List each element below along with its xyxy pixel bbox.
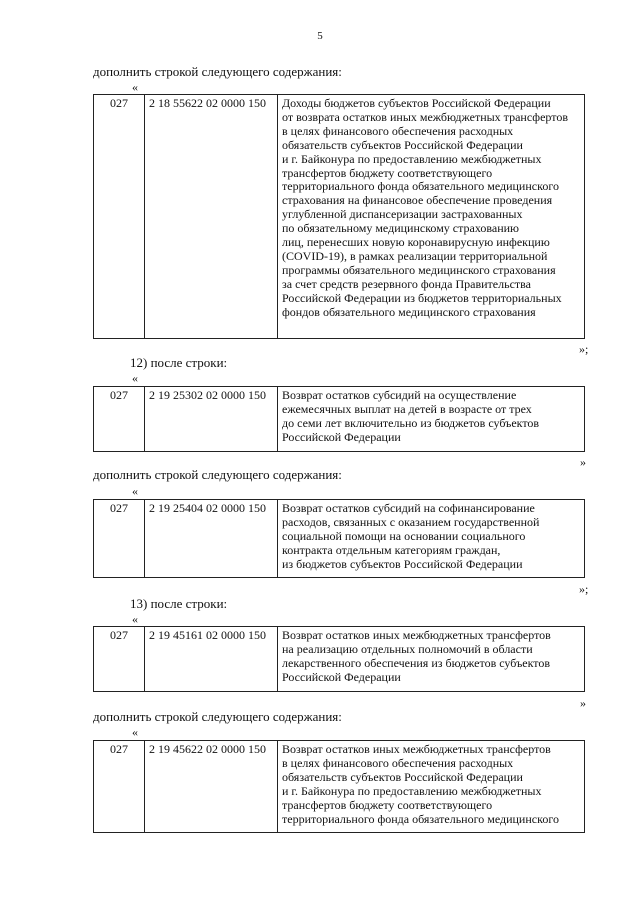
opening-quote: « (132, 484, 138, 498)
amendment-intro: дополнить строкой следующего содержания: (93, 709, 342, 724)
description-line: в целях финансового обеспечения расходных (282, 123, 514, 138)
budget-classification-code-cell: 2 18 55622 02 0000 150 (145, 95, 278, 339)
table-row (94, 387, 585, 452)
description-line: территориального фонда обязательного медицинского (282, 811, 559, 826)
description-line: расходов, связанных с оказанием государственной (282, 514, 540, 529)
admin-code-cell: 027 (94, 387, 145, 452)
budget-classification-code-cell: 2 19 25404 02 0000 150 (145, 500, 278, 578)
amendment-intro: дополнить строкой следующего содержания: (93, 467, 342, 482)
admin-code-cell: 027 (94, 741, 145, 833)
budget-classification-code-cell: 2 19 25302 02 0000 150 (145, 387, 278, 452)
table-row (94, 741, 585, 833)
description-line: за счет средств резервного фонда Правительства (282, 276, 531, 291)
description-cell (278, 741, 585, 833)
amendment-intro: дополнить строкой следующего содержания: (93, 64, 342, 79)
budget-row-table (93, 740, 585, 833)
description-line: по обязательному медицинскому страхованию (282, 221, 520, 236)
description-line: от возврата остатков иных межбюджетных трансфертов (282, 109, 568, 124)
admin-code-cell: 027 (94, 500, 145, 578)
description-line: обязательств субъектов Российской Федерации (282, 137, 523, 152)
description-line: контракта отдельным категориям граждан, (282, 542, 501, 557)
description-line: на реализацию отдельных полномочий в области (282, 641, 533, 656)
description-line: Возврат остатков иных межбюджетных трансфертов (282, 742, 551, 756)
description-line: углубленной диспансеризации застрахованных (282, 207, 523, 222)
opening-quote: « (132, 612, 138, 626)
budget-classification-code-cell: 2 19 45161 02 0000 150 (145, 627, 278, 692)
description-line: трансфертов бюджету соответствующего (282, 165, 493, 180)
closing-quote: » (580, 455, 586, 469)
description-line: лиц, перенесших новую коронавирусную инфекцию (282, 235, 550, 250)
description-line: в целях финансового обеспечения расходных (282, 755, 514, 770)
opening-quote: « (132, 725, 138, 739)
description-line: Российской Федерации (282, 669, 401, 684)
amendment-intro: 13) после строки: (130, 596, 228, 611)
opening-quote: « (132, 371, 138, 385)
description-line: Возврат остатков субсидий на осуществление (282, 388, 517, 402)
description-line: территориального фонда обязательного медицинского (282, 179, 559, 194)
description-line: программы обязательного медицинского страхования (282, 262, 556, 277)
table-row (94, 627, 585, 692)
amendment-intro: 12) после строки: (130, 355, 228, 370)
description-cell (278, 387, 585, 452)
description-cell (278, 95, 585, 339)
budget-classification-code-cell: 2 19 45622 02 0000 150 (145, 741, 278, 833)
description-cell (278, 627, 585, 692)
closing-quote: »; (579, 582, 589, 596)
description-line: Возврат остатков субсидий на софинансирование (282, 501, 535, 515)
description-line: Российской Федерации (282, 429, 401, 444)
description-cell (278, 500, 585, 578)
opening-quote: « (132, 80, 138, 94)
budget-row-table (93, 386, 585, 452)
table-row (94, 95, 585, 339)
description-line: Российской Федерации из бюджетов территориальных (282, 290, 562, 305)
description-line: Доходы бюджетов субъектов Российской Федерации (282, 96, 551, 110)
description-line: и г. Байконура по предоставлению межбюджетных (282, 783, 542, 798)
description-line: Возврат остатков иных межбюджетных трансфертов (282, 628, 551, 642)
description-line: ежемесячных выплат на детей в возрасте от трех (282, 401, 532, 416)
description-line: обязательств субъектов Российской Федерации (282, 769, 523, 784)
admin-code-cell: 027 (94, 95, 145, 339)
budget-row-table (93, 626, 585, 692)
budget-row-table (93, 94, 585, 339)
closing-quote: » (580, 696, 586, 710)
closing-quote: »; (579, 342, 589, 356)
description-line: лекарственного обеспечения из бюджетов субъектов (282, 655, 551, 670)
description-line: и г. Байконура по предоставлению межбюджетных (282, 151, 542, 166)
description-line: трансфертов бюджету соответствующего (282, 797, 493, 812)
description-line: фондов обязательного медицинского страхования (282, 304, 536, 319)
description-line: (COVID-19), в рамках реализации территориальной (282, 248, 548, 263)
page-number: 5 (317, 30, 323, 42)
description-line: страхования на финансовое обеспечение проведения (282, 193, 553, 208)
admin-code-cell: 027 (94, 627, 145, 692)
description-line: до семи лет включительно из бюджетов субъектов (282, 415, 540, 430)
description-line: из бюджетов субъектов Российской Федерации (282, 556, 523, 571)
budget-row-table (93, 499, 585, 578)
table-row (94, 500, 585, 578)
description-line: социальной помощи на основании социального (282, 528, 526, 543)
